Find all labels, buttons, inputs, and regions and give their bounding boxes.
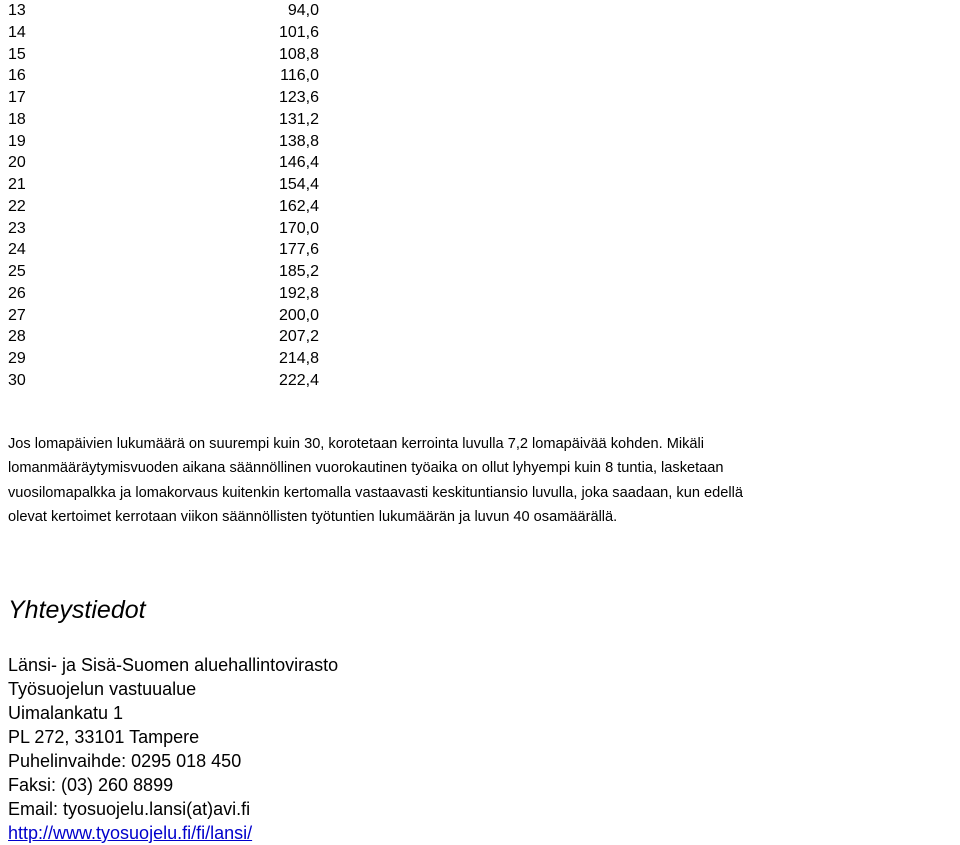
value-cell: 131,2 <box>278 110 319 128</box>
days-cell: 23 <box>8 219 26 237</box>
value-cell: 146,4 <box>278 154 319 172</box>
days-cell: 24 <box>8 241 26 259</box>
days-cell: 26 <box>8 284 26 302</box>
days-cell: 14 <box>8 23 26 41</box>
coefficient-table <box>8 0 328 392</box>
days-cell: 18 <box>8 110 26 128</box>
value-cell: 214,8 <box>278 350 319 367</box>
paragraph-line: Jos lomapäivien lukumäärä on suurempi kuin 30, korotetaan kerrointa luvulla 7,2 lomapäivää kohden. Mikäli <box>8 436 705 452</box>
contacts-heading: Yhteystiedot <box>8 596 146 624</box>
days-cell: 22 <box>8 197 26 215</box>
email-address: Email: tyosuojelu.lansi(at)avi.fi <box>8 799 251 819</box>
days-cell: 27 <box>8 306 26 324</box>
value-cell: 170,0 <box>278 219 319 237</box>
table-row <box>8 196 328 218</box>
contact-block <box>8 653 338 845</box>
unit-name: Työsuojelun vastuualue <box>8 679 197 699</box>
table-row <box>8 174 328 196</box>
days-cell: 29 <box>8 350 26 367</box>
table-row <box>8 370 328 392</box>
days-cell: 28 <box>8 328 26 346</box>
explanation-paragraph <box>8 432 960 530</box>
value-cell: 200,0 <box>278 306 319 324</box>
website-link[interactable]: http://www.tyosuojelu.fi/fi/lansi/ <box>8 823 253 843</box>
days-cell: 17 <box>8 89 26 106</box>
value-cell: 94,0 <box>287 2 319 19</box>
table-row <box>8 87 328 109</box>
table-row <box>8 239 328 261</box>
postal-address: PL 272, 33101 Tampere <box>8 727 200 747</box>
days-cell: 21 <box>8 176 26 193</box>
table-row <box>8 65 328 87</box>
table-row <box>8 152 328 174</box>
table-row <box>8 0 328 22</box>
table-row <box>8 109 328 131</box>
value-cell: 192,8 <box>278 284 319 302</box>
value-cell: 138,8 <box>278 132 319 150</box>
value-cell: 222,4 <box>278 371 319 389</box>
table-row <box>8 22 328 44</box>
days-cell: 25 <box>8 263 26 280</box>
paragraph-line: vuosilomapalkka ja lomakorvaus kuitenkin kertomalla vastaavasti keskituntiansio luvulla, joka saadaan, kun edellä <box>8 484 743 501</box>
days-cell: 19 <box>8 132 26 150</box>
value-cell: 185,2 <box>278 263 319 280</box>
value-cell: 116,0 <box>280 67 319 85</box>
days-cell: 15 <box>8 45 26 63</box>
table-row <box>8 44 328 66</box>
value-cell: 101,6 <box>278 23 319 41</box>
phone-number: Puhelinvaihde: 0295 018 450 <box>8 751 242 771</box>
table-row <box>8 348 328 370</box>
street-address: Uimalankatu 1 <box>8 703 124 723</box>
table-row <box>8 261 328 283</box>
days-cell: 20 <box>8 154 26 172</box>
value-cell: 123,6 <box>278 89 319 106</box>
table-row <box>8 131 328 153</box>
value-cell: 162,4 <box>278 197 319 215</box>
days-cell: 13 <box>8 2 26 19</box>
value-cell: 177,6 <box>278 241 319 259</box>
fax-number: Faksi: (03) 260 8899 <box>8 775 174 795</box>
table-row <box>8 218 328 240</box>
days-cell: 16 <box>8 67 26 85</box>
table-row <box>8 305 328 327</box>
paragraph-line: olevat kertoimet kerrotaan viikon säännöllisten työtuntien lukumäärän ja luvun 40 osamäärällä. <box>8 509 618 526</box>
organization-name: Länsi- ja Sisä-Suomen aluehallintovirasto <box>8 655 339 675</box>
table-row <box>8 326 328 348</box>
value-cell: 207,2 <box>278 328 319 346</box>
paragraph-line: lomanmääräytymisvuoden aikana säännöllinen vuorokautinen työaika on ollut lyhyempi kuin 8 tuntia, lasketaan <box>8 460 724 477</box>
table-row <box>8 283 328 305</box>
value-cell: 108,8 <box>278 45 319 63</box>
value-cell: 154,4 <box>278 176 319 193</box>
days-cell: 30 <box>8 371 26 389</box>
